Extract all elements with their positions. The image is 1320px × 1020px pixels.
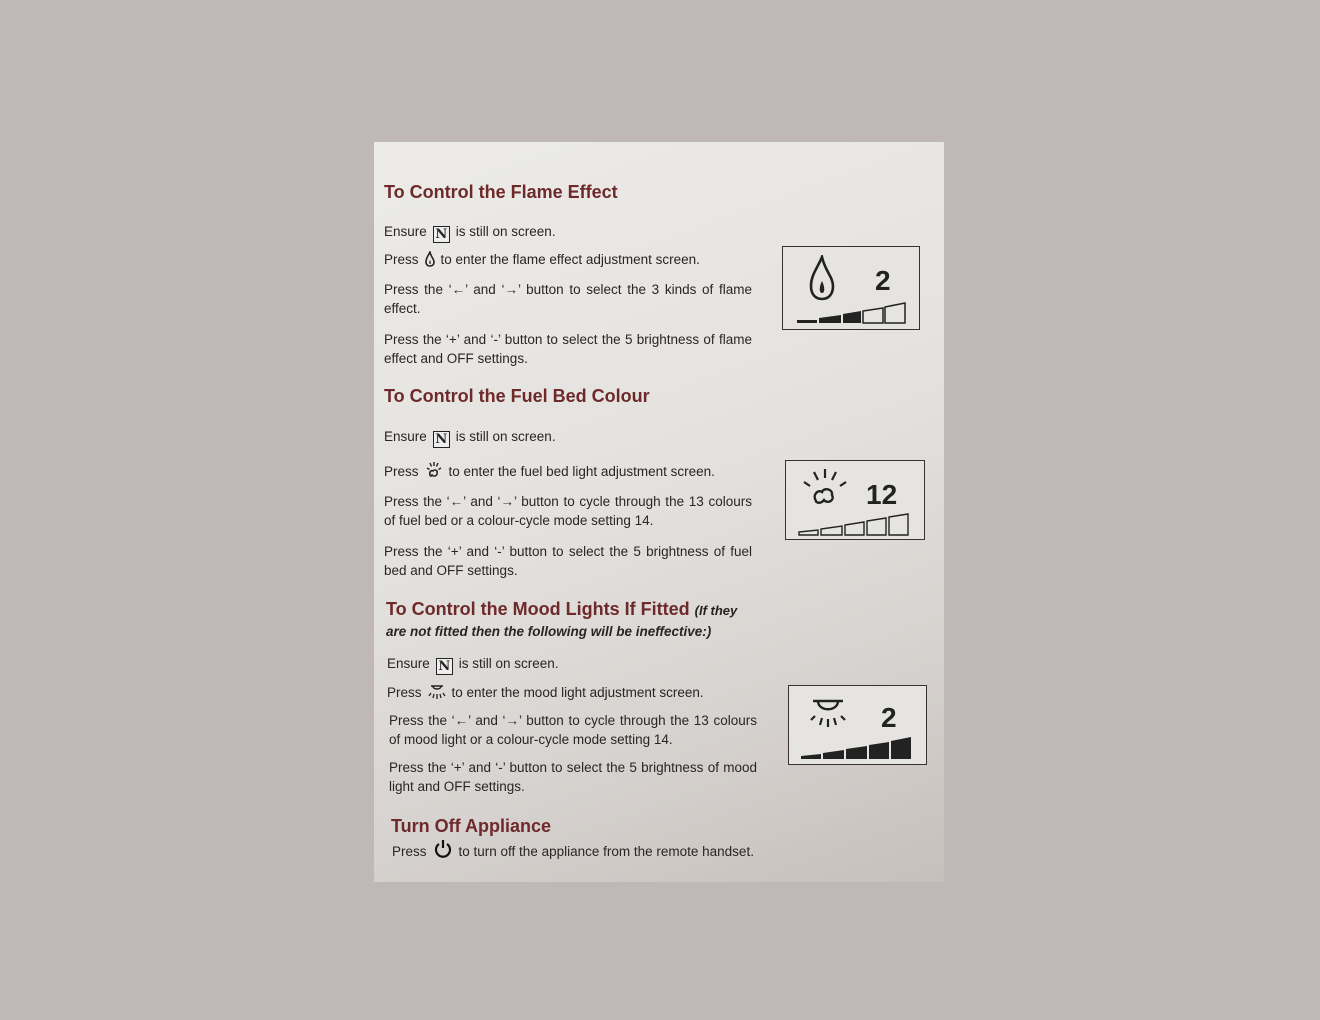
mood-ensure-line bbox=[387, 654, 755, 675]
flame-brightness-bars bbox=[797, 301, 907, 325]
flame-icon bbox=[425, 251, 435, 272]
fuel-bed-display-panel bbox=[785, 460, 925, 540]
fuel-bed-colour-value: 12 bbox=[866, 479, 898, 510]
mood-light-display-panel bbox=[788, 685, 927, 765]
flame-ensure-line bbox=[384, 222, 752, 243]
text: Press bbox=[392, 844, 427, 859]
fuel-bed-light-icon bbox=[425, 461, 443, 484]
fuel-press-line bbox=[384, 461, 752, 484]
section-title-mood-lights bbox=[386, 599, 737, 620]
text: to enter the fuel bed light adjustment screen. bbox=[448, 464, 715, 479]
turn-off-line bbox=[392, 839, 756, 864]
text: is still on screen. bbox=[458, 656, 559, 671]
text: to enter the flame effect adjustment screen. bbox=[440, 252, 700, 267]
fuel-bed-light-icon bbox=[800, 467, 850, 512]
flame-brightness-line: Press the ‘+’ and ‘-’ button to select the 5 brightness of flame effect and OFF settings. bbox=[384, 332, 752, 366]
mood-light-level-value: 2 bbox=[881, 702, 897, 733]
fuel-arrows-line: Press the ‘←’ and ‘→’ button to cycle through the 13 colours of fuel bed or a colour-cycle mode setting 14. bbox=[384, 494, 752, 528]
text: is still on screen. bbox=[455, 429, 556, 444]
note-text: (If they bbox=[694, 603, 738, 618]
n-mode-icon: N bbox=[433, 226, 450, 243]
text: to enter the mood light adjustment screen. bbox=[451, 685, 704, 700]
flame-arrows-line: Press the ‘←’ and ‘→’ button to select the 3 kinds of flame effect. bbox=[384, 282, 752, 316]
n-mode-icon: N bbox=[436, 658, 453, 675]
power-icon bbox=[433, 839, 453, 864]
fuel-ensure-line bbox=[384, 427, 752, 448]
mood-light-icon bbox=[809, 698, 847, 735]
text: is still on screen. bbox=[455, 224, 556, 239]
text: Press bbox=[384, 464, 419, 479]
text: Ensure bbox=[387, 656, 430, 671]
mood-light-icon bbox=[428, 684, 446, 705]
section-title-fuel-bed: To Control the Fuel Bed Colour bbox=[384, 386, 650, 406]
fuel-bed-brightness-bars bbox=[798, 513, 910, 537]
section-title-flame: To Control the Flame Effect bbox=[384, 182, 618, 202]
mood-note-line: are not fitted then the following will be ineffective:) bbox=[386, 624, 712, 639]
flame-level-value: 2 bbox=[875, 265, 891, 296]
title-text: To Control the Mood Lights If Fitted bbox=[386, 599, 690, 619]
fuel-brightness-line: Press the ‘+’ and ‘-’ button to select the 5 brightness of fuel bed and OFF settings. bbox=[384, 544, 752, 578]
flame-icon bbox=[809, 255, 835, 306]
text: Ensure bbox=[384, 224, 427, 239]
text: to turn off the appliance from the remote handset. bbox=[458, 844, 754, 859]
instruction-page bbox=[374, 142, 944, 882]
flame-press-line bbox=[384, 250, 752, 272]
mood-brightness-line: Press the ‘+’ and ‘-’ button to select the 5 brightness of mood light and OFF settings. bbox=[389, 760, 757, 794]
text: Ensure bbox=[384, 429, 427, 444]
mood-press-line bbox=[387, 683, 755, 705]
text: Press bbox=[387, 685, 422, 700]
text: Press bbox=[384, 252, 419, 267]
section-title-turn-off: Turn Off Appliance bbox=[391, 816, 551, 836]
n-mode-icon: N bbox=[433, 431, 450, 448]
flame-display-panel bbox=[782, 246, 920, 330]
mood-light-brightness-bars bbox=[801, 736, 913, 760]
mood-arrows-line: Press the ‘←’ and ‘→’ button to cycle through the 13 colours of mood light or a colour-cycle mode setting 14. bbox=[389, 713, 757, 747]
